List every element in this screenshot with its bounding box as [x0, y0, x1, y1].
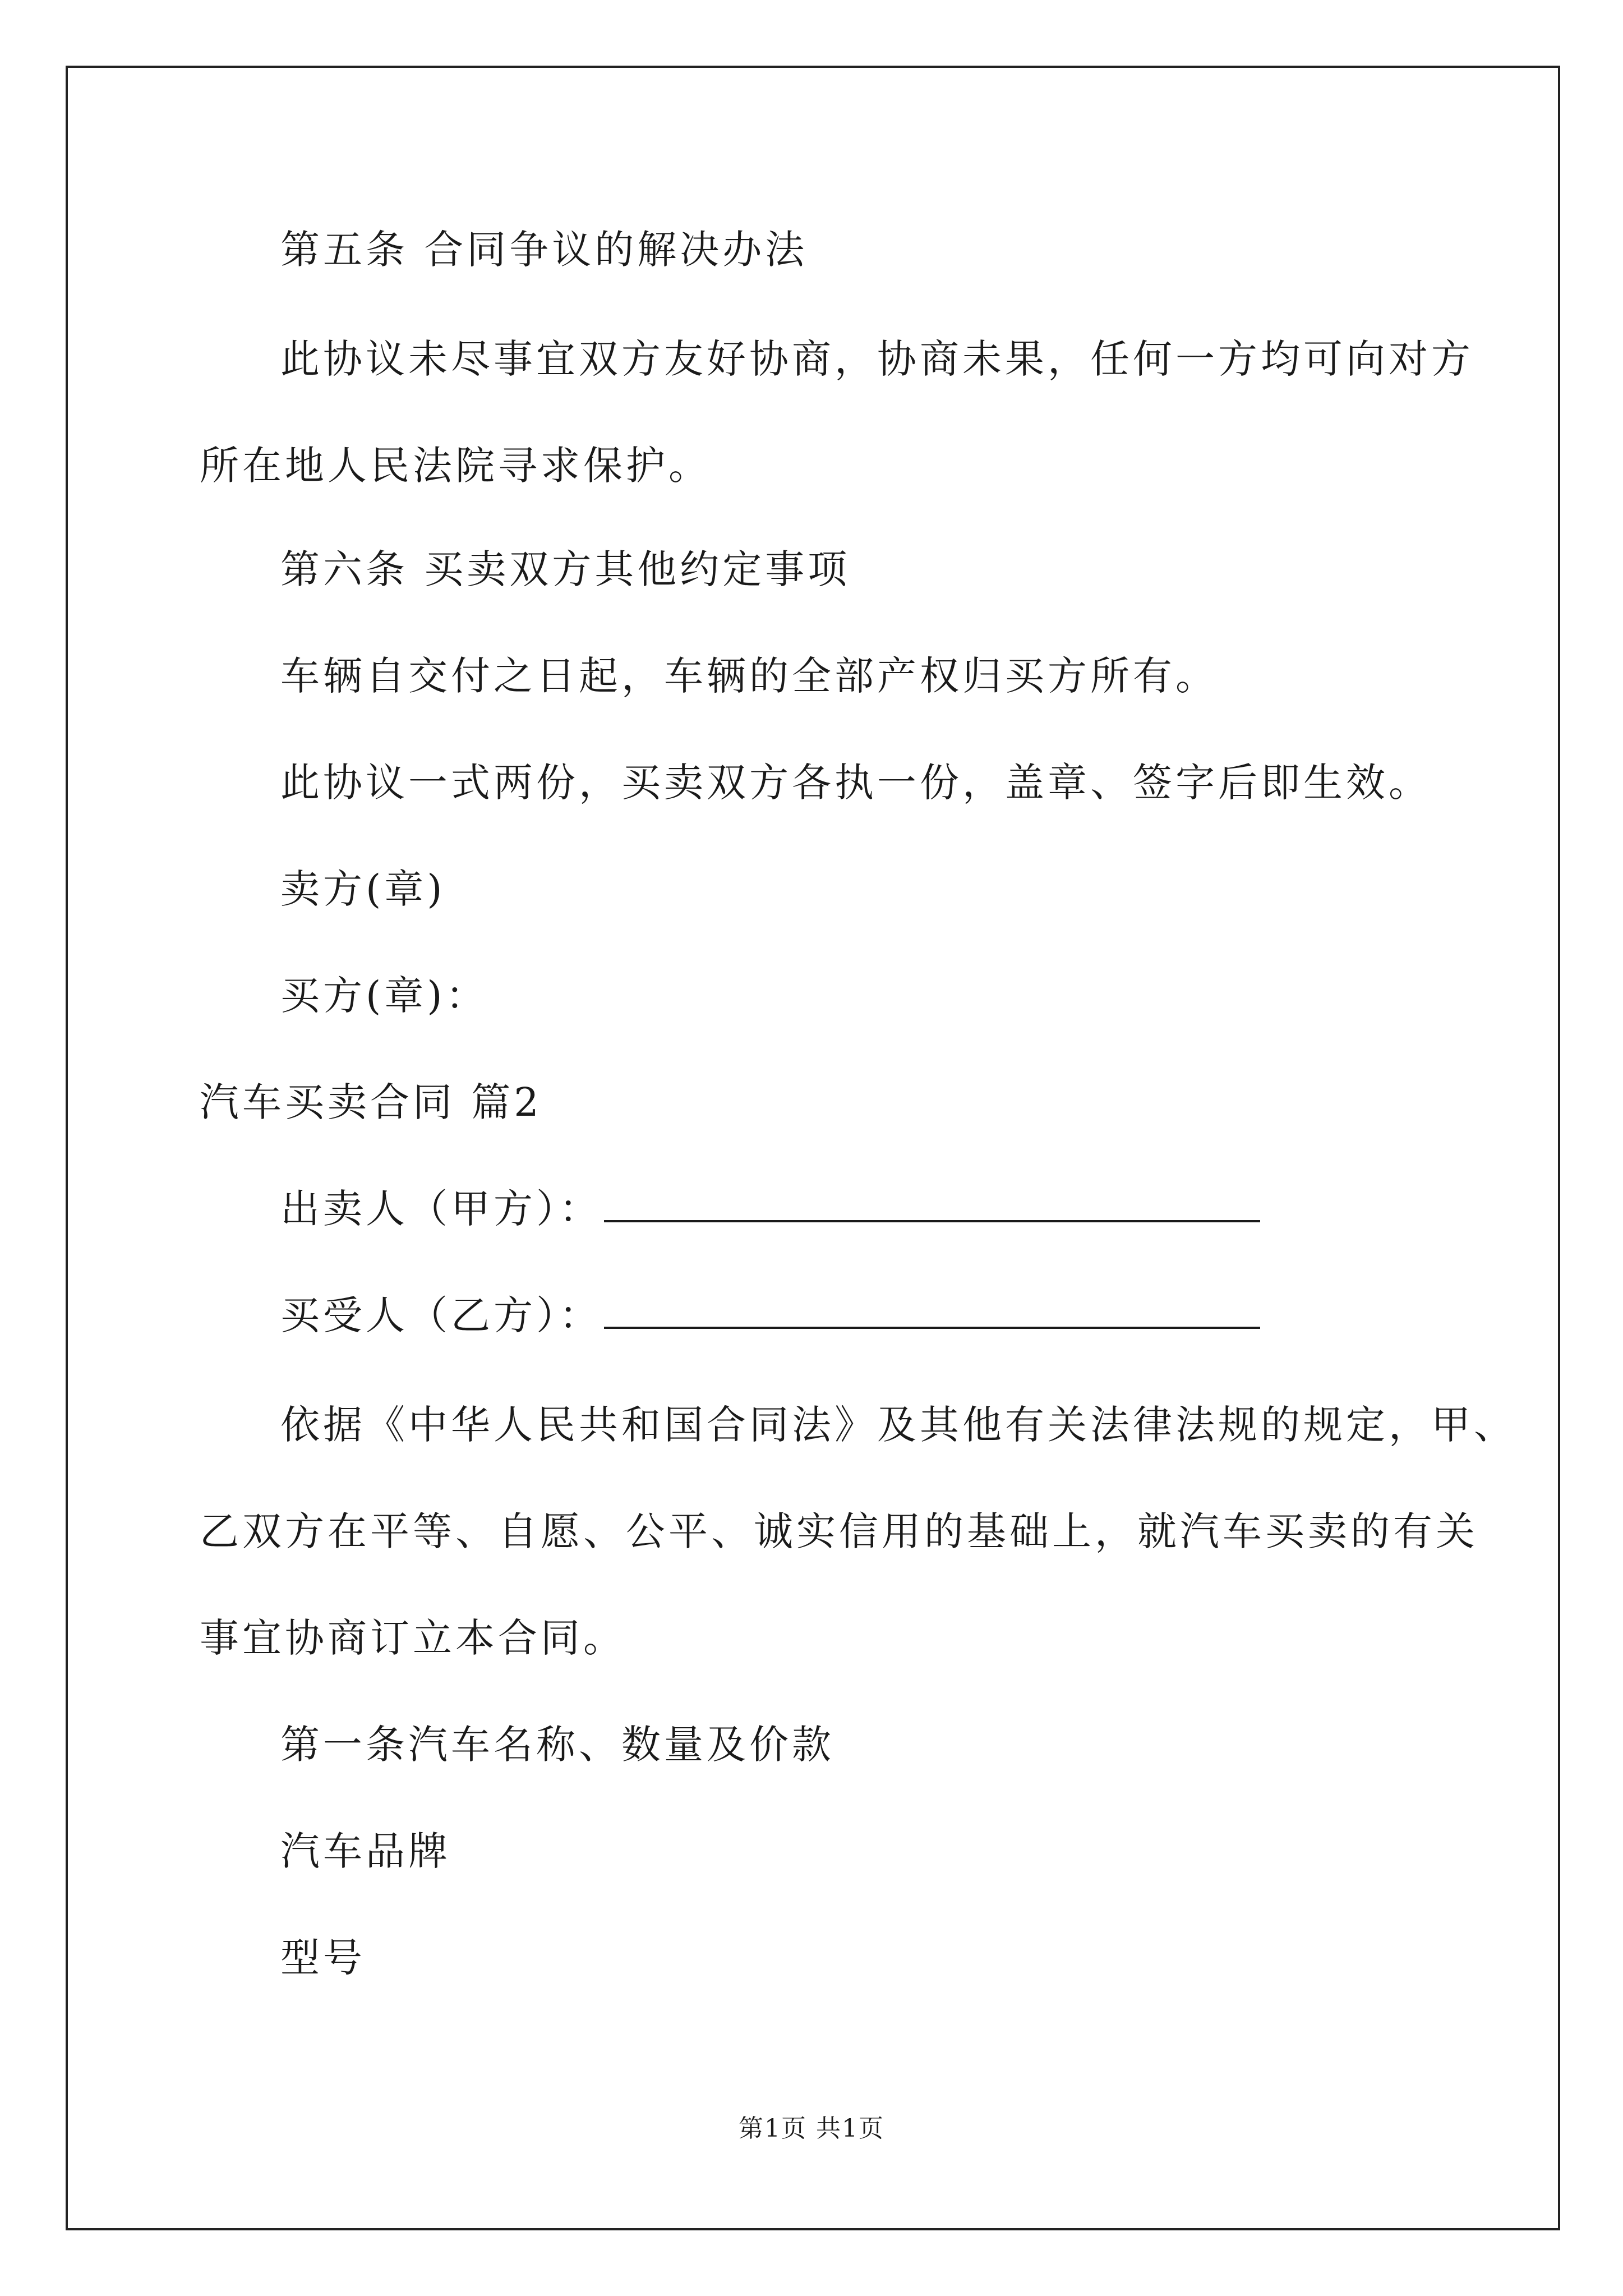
article-6-heading: 第六条 买卖双方其他约定事项	[280, 546, 851, 592]
buyer-party-label: 买受人（乙方）：	[280, 1292, 602, 1338]
paragraph-line: 此协议未尽事宜双方友好协商，协商未果，任何一方均可向对方	[280, 336, 1474, 382]
article-5-heading: 第五条 合同争议的解决办法	[280, 227, 808, 273]
paragraph-line: 所在地人民法院寻求保护。	[200, 443, 711, 489]
paragraph-line: 乙双方在平等、自愿、公平、诚实信用的基础上，就汽车买卖的有关	[200, 1508, 1478, 1554]
page-footer: 第1页 共1页	[739, 2114, 884, 2143]
seller-party-line	[280, 1184, 1260, 1234]
buyer-party-line	[280, 1290, 1260, 1341]
paragraph-line: 依据《中华人民共和国合同法》及其他有关法律法规的规定，甲、	[280, 1402, 1516, 1448]
car-brand-label: 汽车品牌	[280, 1828, 451, 1874]
seller-party-label: 出卖人（甲方）：	[280, 1186, 602, 1232]
section-title: 汽车买卖合同 篇2	[200, 1079, 542, 1125]
car-model-label: 型号	[280, 1935, 366, 1981]
paragraph-line: 事宜协商订立本合同。	[200, 1615, 626, 1661]
paragraph-line: 车辆自交付之日起，车辆的全部产权归买方所有。	[280, 653, 1218, 699]
paragraph-line: 此协议一式两份，买卖双方各执一份，盖章、签字后即生效。	[280, 760, 1431, 806]
buyer-name-blank[interactable]	[604, 1292, 1260, 1329]
article-1-heading: 第一条汽车名称、数量及价款	[280, 1722, 834, 1768]
seller-name-blank[interactable]	[604, 1185, 1260, 1222]
buyer-seal-label: 买方(章)：	[280, 973, 488, 1019]
page-border	[66, 66, 1560, 2230]
seller-seal-label: 卖方(章)	[280, 866, 446, 912]
